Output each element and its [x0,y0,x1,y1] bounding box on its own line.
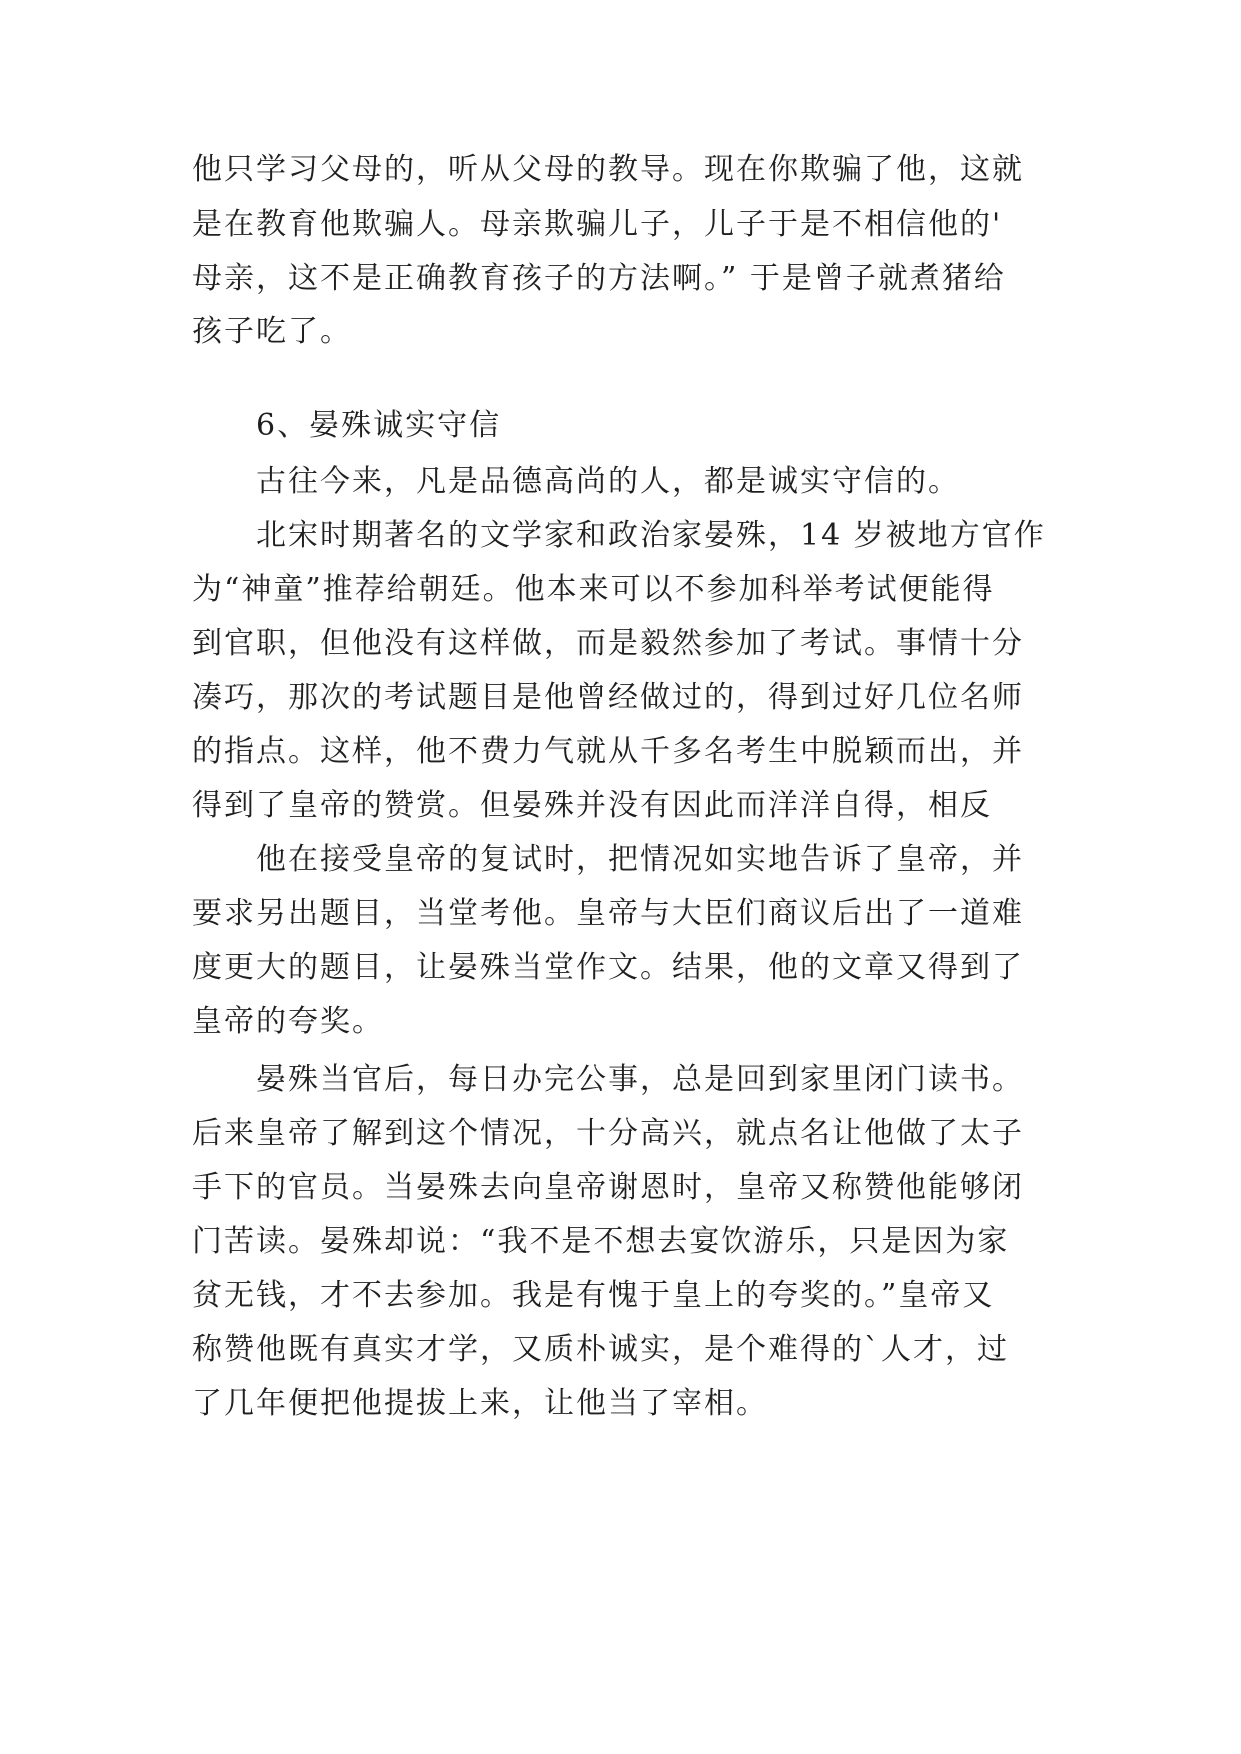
section-heading: 6、晏殊诚实守信 [256,408,502,443]
text-line: 门苦读。晏殊却说：“我不是不想去宴饮游乐，只是因为家 [192,1224,1010,1259]
text-line: 手下的官员。当晏殊去向皇帝谢恩时，皇帝又称赞他能够闭 [192,1170,1024,1205]
text-line: 为“神童”推荐给朝廷。他本来可以不参加科举考试便能得 [192,572,995,607]
text-line: 的指点。这样，他不费力气就从千多名考生中脱颖而出，并 [192,734,1024,769]
text-line: 母亲，这不是正确教育孩子的方法啊。” 于是曾子就煮猪给 [192,261,1006,296]
text-line: 贫无钱，才不去参加。我是有愧于皇上的夸奖的。”皇帝又 [192,1278,995,1313]
text-line: 度更大的题目，让晏殊当堂作文。结果，他的文章又得到了 [192,950,1024,985]
text-line: 后来皇帝了解到这个情况，十分高兴，就点名让他做了太子 [192,1116,1024,1151]
text-line: 了几年便把他提拔上来，让他当了宰相。 [192,1386,768,1421]
text-line: 北宋时期著名的文学家和政治家晏殊，14 岁被地方官作 [256,518,1046,553]
text-line: 古往今来，凡是品德高尚的人，都是诚实守信的。 [256,464,960,499]
text-line: 晏殊当官后，每日办完公事，总是回到家里闭门读书。 [256,1062,1024,1097]
text-line: 得到了皇帝的赞赏。但晏殊并没有因此而洋洋自得，相反 [192,788,992,823]
text-line: 凑巧，那次的考试题目是他曾经做过的，得到过好几位名师 [192,680,1024,715]
text-line: 孩子吃了。 [192,314,352,349]
text-line: 要求另出题目，当堂考他。皇帝与大臣们商议后出了一道难 [192,896,1024,931]
text-line: 他只学习父母的，听从父母的教导。现在你欺骗了他，这就 [192,152,1024,187]
text-line: 是在教育他欺骗人。母亲欺骗儿子，儿子于是不相信他的' [192,207,1003,242]
text-line: 称赞他既有真实才学，又质朴诚实，是个难得的`人才，过 [192,1332,1009,1367]
text-line: 到官职，但他没有这样做，而是毅然参加了考试。事情十分 [192,626,1024,661]
text-line: 皇帝的夸奖。 [192,1004,384,1039]
text-line: 他在接受皇帝的复试时，把情况如实地告诉了皇帝，并 [256,842,1024,877]
